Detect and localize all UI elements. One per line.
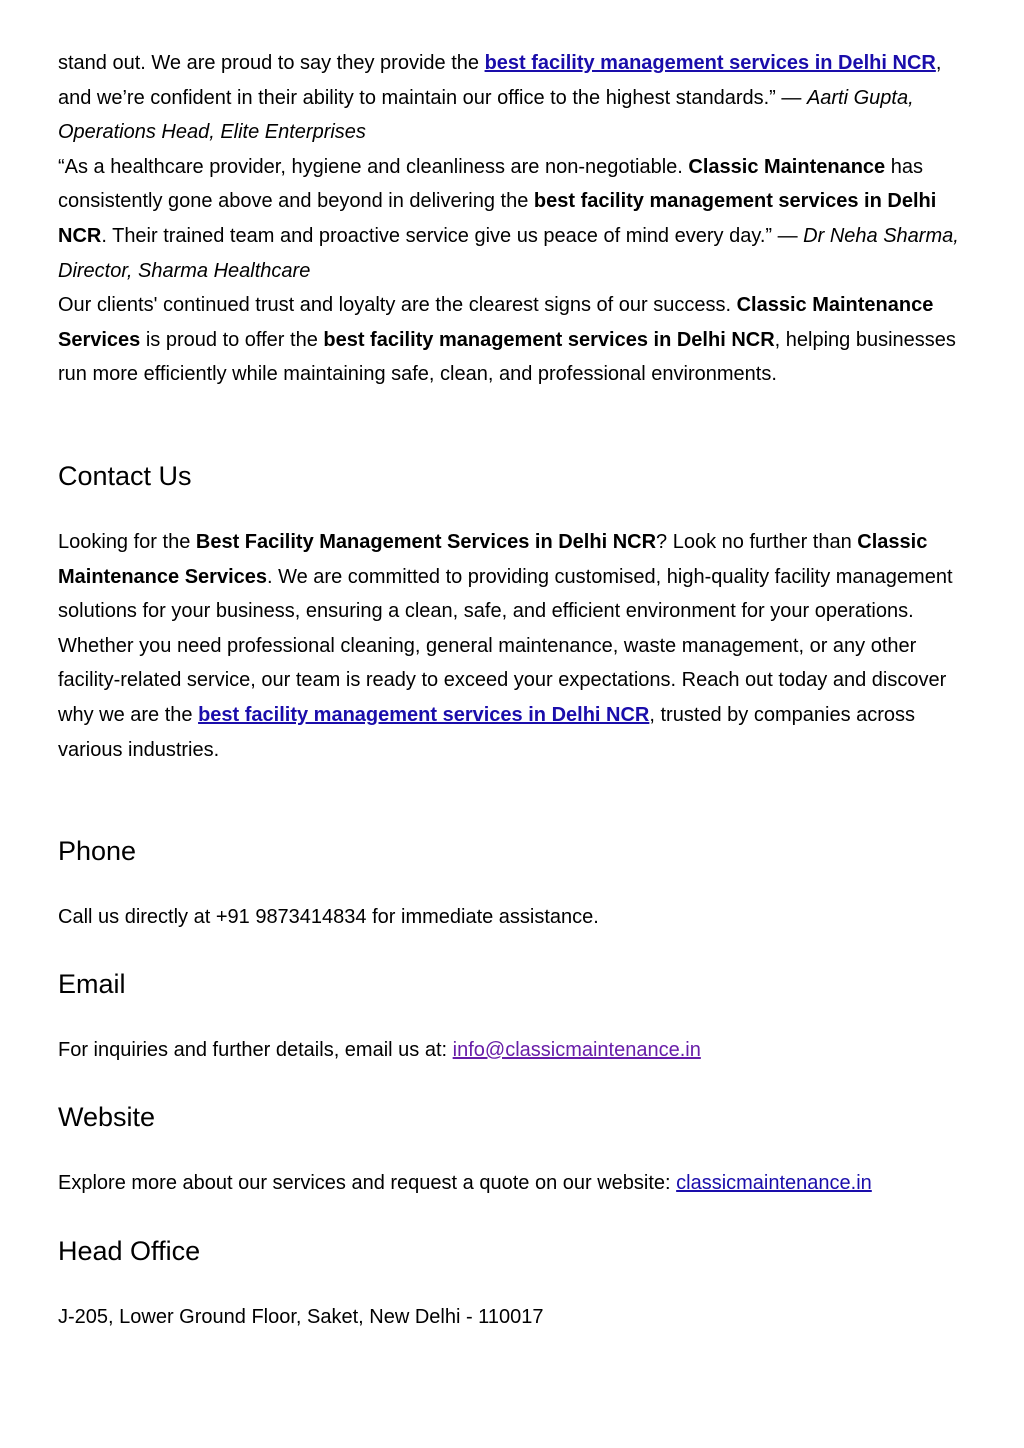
closing-text: Our clients' continued trust and loyalty are the clearest signs of our success. (58, 294, 737, 317)
closing-text: is proud to offer the (140, 328, 324, 351)
contact-paragraph-intro (58, 525, 968, 629)
contact-text: . We are committed to providing customised, high-quality facility management solutions for your business, ensuring a clean, safe, and efficient environment for your operations. (58, 565, 953, 623)
website-heading: Website (58, 1102, 156, 1132)
contact-us-section (58, 525, 968, 767)
phone-text: Call us directly at +91 9873414834 for immediate assistance. (58, 906, 599, 928)
testimonial-attribution: Dr Neha Sharma, Director, Sharma Healthcare (58, 224, 959, 282)
contact-paragraph-services (58, 629, 968, 767)
website-paragraph (58, 1166, 968, 1201)
head-office-heading: Head Office (58, 1236, 201, 1266)
bold-service-phrase: best facility management services in Delhi NCR (323, 328, 775, 351)
testimonials-block (58, 46, 968, 392)
email-text: For inquiries and further details, email us at: (58, 1039, 453, 1061)
testimonial-text: stand out. We are proud to say they provide the (58, 52, 485, 74)
testimonial-attribution: Aarti Gupta, Operations Head, Elite Enterprises (58, 86, 914, 144)
contact-text: ? Look no further than (656, 531, 858, 553)
phone-heading: Phone (58, 836, 137, 866)
testimonial-aarti-gupta (58, 46, 968, 150)
bold-service-phrase: Best Facility Management Services in Delhi NCR (195, 531, 657, 553)
facility-services-link[interactable]: best facility management services in Delhi NCR (484, 52, 936, 74)
bold-service-phrase: best facility management services in Delhi NCR (58, 190, 937, 247)
facility-services-link[interactable]: best facility management services in Delhi NCR (198, 703, 650, 726)
bold-company-name: Classic Maintenance Services (58, 531, 928, 588)
bold-company-name: Classic Maintenance Services (58, 294, 934, 351)
testimonial-text: , and we’re confident in their ability to maintain our office to the highest standards.” — (58, 52, 942, 109)
contact-us-heading: Contact Us (58, 461, 192, 491)
contact-text: Looking for the (58, 531, 196, 553)
website-text: Explore more about our services and request a quote on our website: (58, 1172, 677, 1194)
testimonial-neha-sharma (58, 150, 968, 288)
bold-company-name: Classic Maintenance (688, 155, 886, 178)
testimonial-text: . Their trained team and proactive service give us peace of mind every day.” — (101, 224, 804, 247)
head-office-address: J-205, Lower Ground Floor, Saket, New Delhi - 110017 (58, 1306, 544, 1328)
testimonial-text: has consistently gone above and beyond in delivering the (58, 155, 923, 213)
closing-text: , helping businesses run more efficiently while maintaining safe, clean, and professional environments. (58, 328, 956, 386)
testimonial-text: “As a healthcare provider, hygiene and cleanliness are non-negotiable. (58, 155, 689, 178)
website-link[interactable]: classicmaintenance.in (676, 1172, 872, 1194)
closing-paragraph (58, 288, 968, 392)
contact-text: Whether you need professional cleaning, general maintenance, waste management, or any other facility-related service, our team is ready to exceed your expectations. Reach out today and discover why we are the (58, 634, 947, 726)
email-heading: Email (58, 969, 126, 999)
email-link[interactable]: info@classicmaintenance.in (452, 1039, 701, 1061)
email-paragraph (58, 1033, 968, 1068)
contact-text: , trusted by companies across various industries. (58, 703, 916, 761)
